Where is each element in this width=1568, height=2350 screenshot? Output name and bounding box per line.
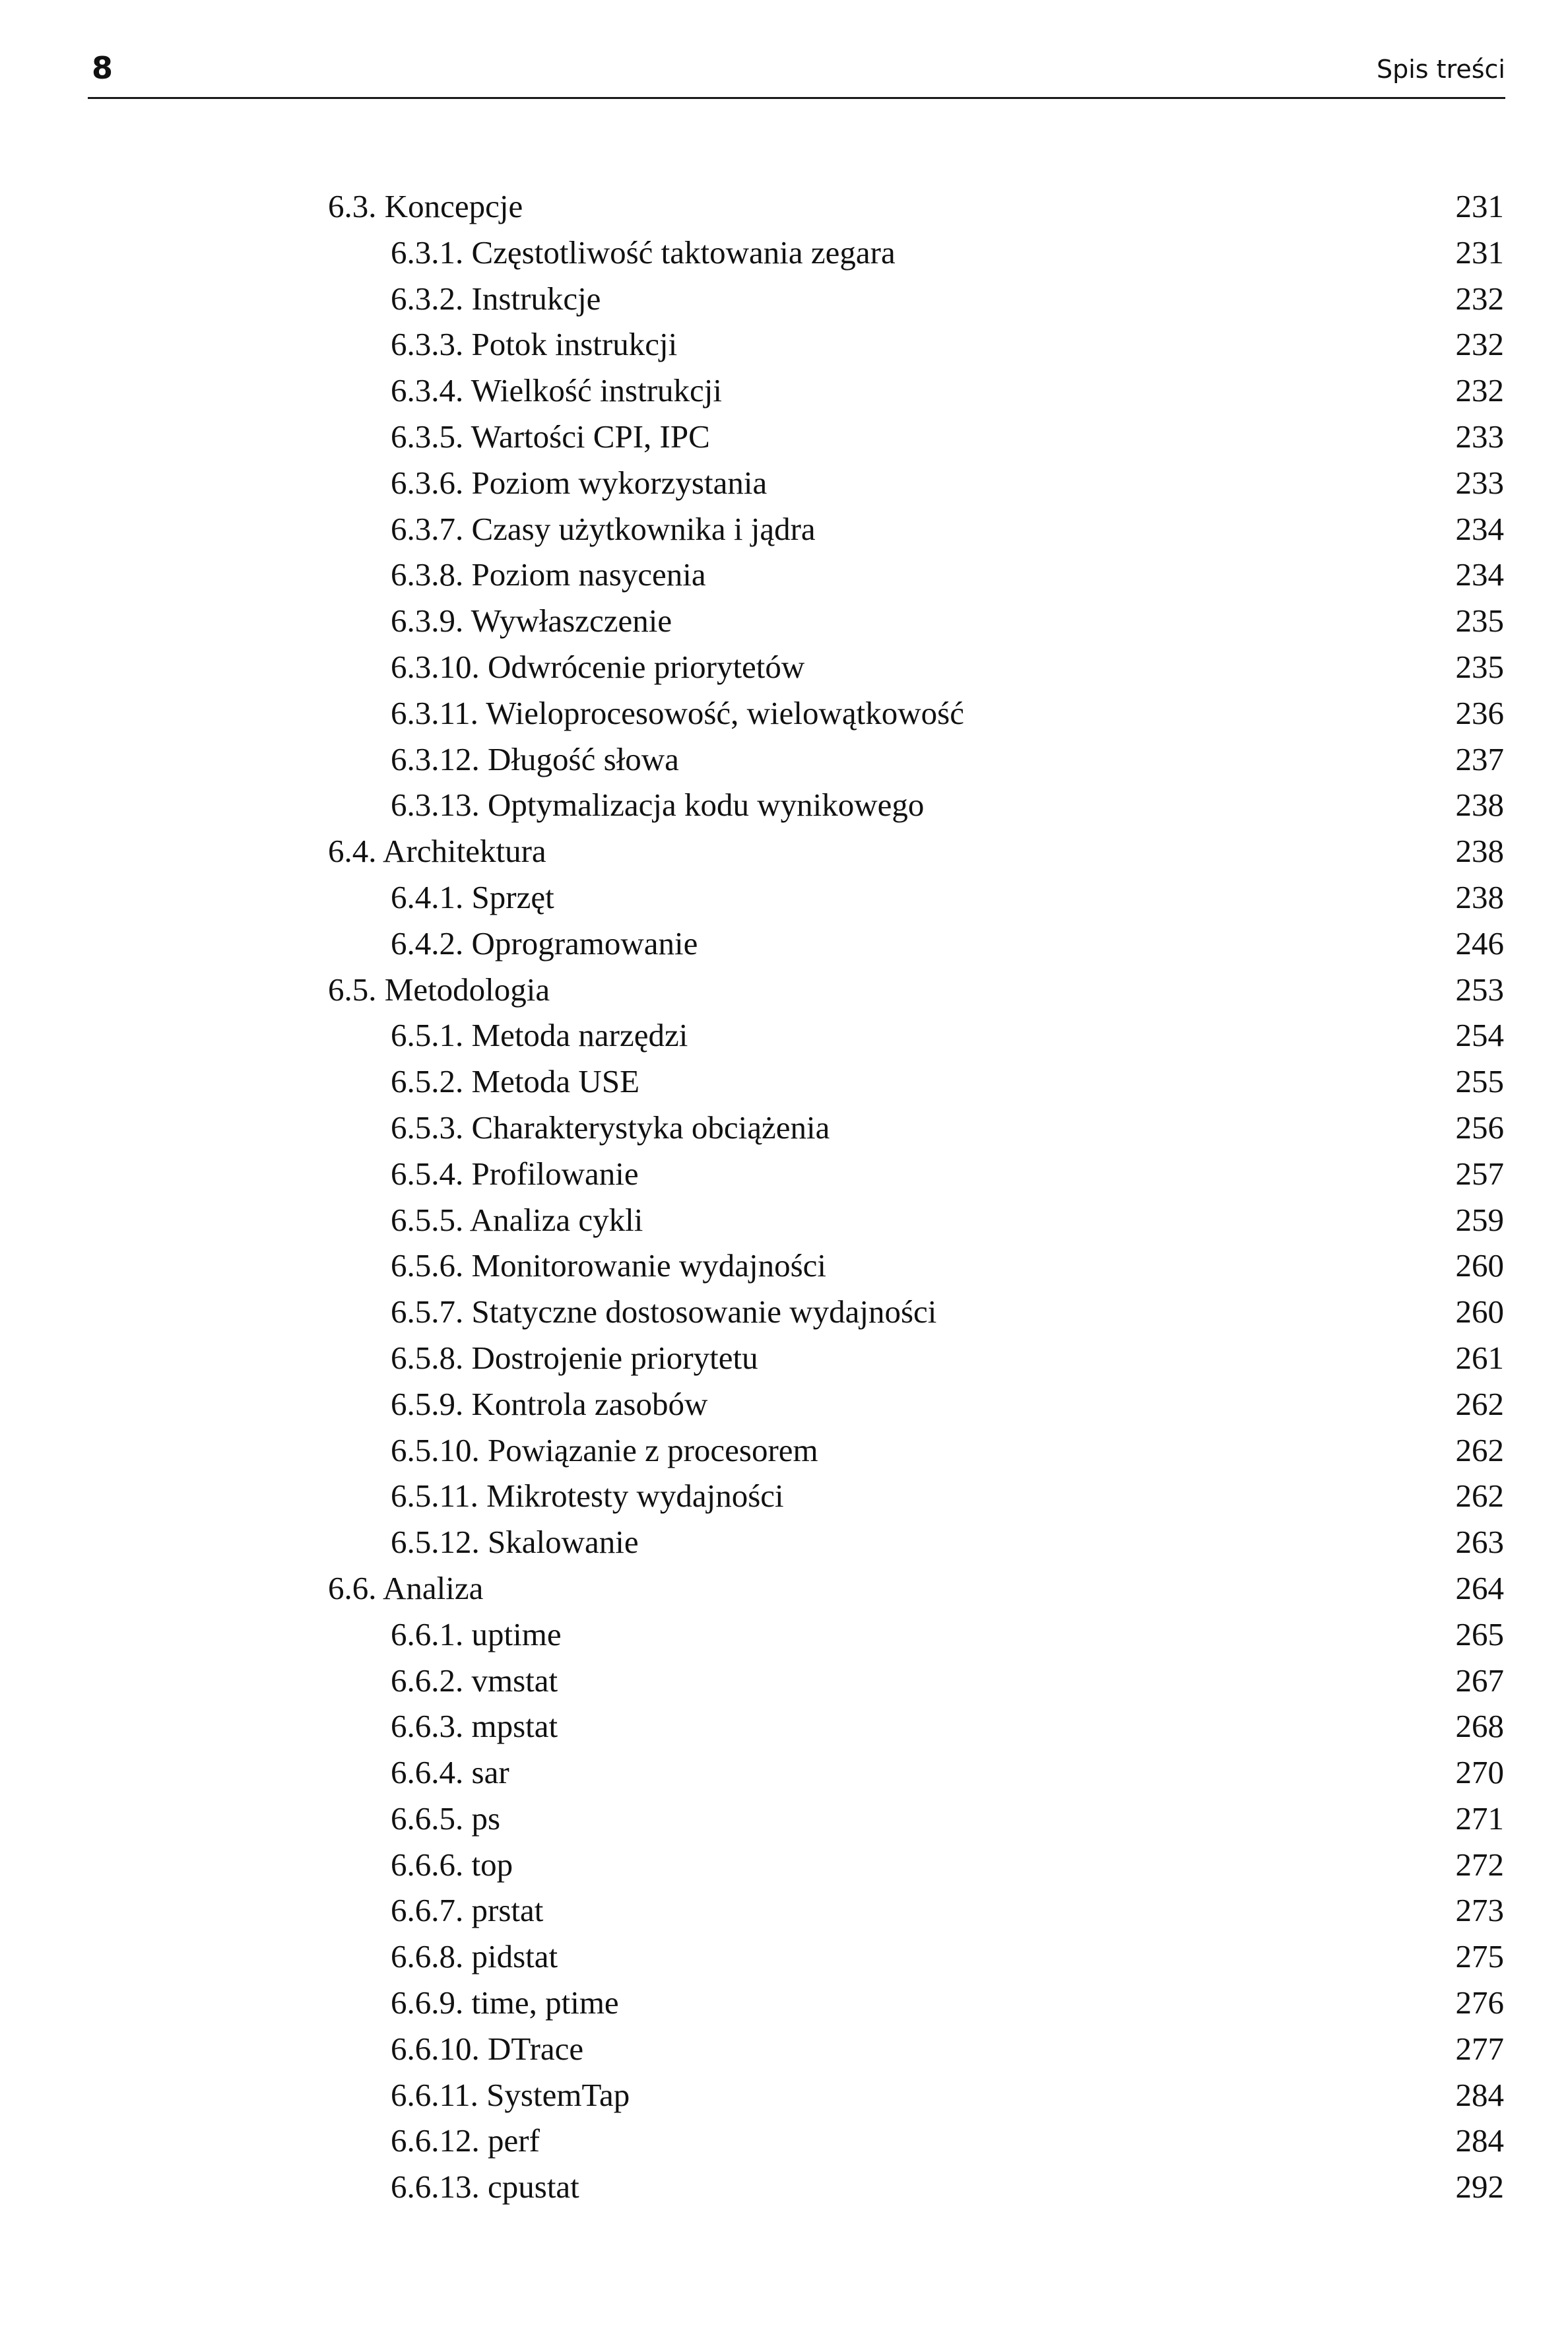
toc-entry-title: 6.6.12. perf [391, 2122, 540, 2159]
toc-subsection-entry [0, 1749, 1568, 1796]
toc-entry-title: 6.4.2. Oprogramowanie [391, 925, 698, 962]
toc-entry-title: 6.5.10. Powiązanie z procesorem [391, 1431, 818, 1468]
toc-entry-page: 263 [1455, 1524, 1504, 1561]
toc-entry-page: 273 [1455, 1892, 1504, 1929]
toc-entry-title: 6.6.10. DTrace [391, 2030, 584, 2067]
toc-subsection-entry [0, 1105, 1568, 1151]
toc-entry-title: 6.5. Metodologia [328, 971, 550, 1008]
toc-entry-title: 6.6.9. time, ptime [391, 1984, 619, 2021]
page-number: 8 [92, 50, 114, 86]
toc-entry-page: 292 [1455, 2169, 1504, 2205]
toc-subsection-entry [0, 1012, 1568, 1059]
toc-entry-title: 6.3. Koncepcje [328, 188, 523, 224]
toc-entry-title: 6.6.7. prstat [391, 1892, 544, 1929]
toc-entry-page: 261 [1455, 1339, 1504, 1376]
toc-subsection-entry [0, 690, 1568, 736]
toc-subsection-entry [0, 1934, 1568, 1980]
toc-entry-page: 255 [1455, 1063, 1504, 1100]
toc-subsection-entry [0, 276, 1568, 322]
toc-entry-title: 6.3.10. Odwrócenie priorytetów [391, 648, 805, 685]
toc-entry-title: 6.5.1. Metoda narzędzi [391, 1017, 688, 1054]
toc-entry-title: 6.5.7. Statyczne dostosowanie wydajności [391, 1293, 937, 1330]
toc-subsection-entry [0, 1703, 1568, 1749]
toc-subsection-entry [0, 1658, 1568, 1704]
toc-entry-title: 6.6. Analiza [328, 1569, 484, 1606]
toc-entry-page: 246 [1455, 925, 1504, 962]
toc-subsection-entry [0, 368, 1568, 414]
toc-entry-page: 233 [1455, 464, 1504, 501]
toc-entry-title: 6.6.6. top [391, 1846, 513, 1883]
toc-subsection-entry [0, 1243, 1568, 1289]
toc-subsection-entry [0, 552, 1568, 598]
toc-entry-page: 232 [1455, 280, 1504, 317]
toc-entry-title: 6.3.11. Wieloprocesowość, wielowątkowość [391, 694, 964, 731]
toc-entry-title: 6.5.9. Kontrola zasobów [391, 1385, 708, 1422]
toc-subsection-entry [0, 1473, 1568, 1519]
running-title: Spis treści [1377, 55, 1505, 84]
toc-entry-title: 6.5.4. Profilowanie [391, 1155, 639, 1192]
toc-entry-title: 6.3.12. Długość słowa [391, 740, 679, 777]
toc-entry-title: 6.6.4. sar [391, 1754, 509, 1791]
toc-entry-page: 275 [1455, 1938, 1504, 1975]
toc-subsection-entry [0, 1519, 1568, 1565]
toc-section-entry [0, 967, 1568, 1013]
toc-entry-page: 231 [1455, 188, 1504, 224]
toc-entry-title: 6.6.1. uptime [391, 1616, 562, 1652]
toc-subsection-entry [0, 321, 1568, 368]
toc-subsection-entry [0, 598, 1568, 644]
toc-entry-title: 6.5.11. Mikrotesty wydajności [391, 1478, 784, 1515]
toc-entry-title: 6.6.13. cpustat [391, 2169, 579, 2205]
toc-entry-page: 277 [1455, 2030, 1504, 2067]
toc-entry-page: 262 [1455, 1385, 1504, 1422]
toc-entry-page: 256 [1455, 1109, 1504, 1146]
toc-entry-title: 6.3.6. Poziom wykorzystania [391, 464, 768, 501]
toc-entry-page: 233 [1455, 418, 1504, 455]
toc-subsection-entry [0, 1980, 1568, 2026]
toc-entry-page: 253 [1455, 971, 1504, 1008]
toc-subsection-entry [0, 1612, 1568, 1658]
toc-entry-title: 6.5.3. Charakterystyka obciążenia [391, 1109, 830, 1146]
toc-entry-title: 6.6.2. vmstat [391, 1662, 558, 1699]
toc-entry-title: 6.4.1. Sprzęt [391, 878, 554, 915]
toc-entry-page: 232 [1455, 326, 1504, 363]
toc-entry-page: 236 [1455, 694, 1504, 731]
toc-entry-title: 6.4. Architektura [328, 833, 546, 870]
toc-entry-page: 257 [1455, 1155, 1504, 1192]
toc-entry-page: 259 [1455, 1201, 1504, 1238]
toc-entry-title: 6.5.5. Analiza cykli [391, 1201, 643, 1238]
toc-entry-page: 238 [1455, 787, 1504, 824]
toc-entry-page: 237 [1455, 740, 1504, 777]
toc-entry-title: 6.3.9. Wywłaszczenie [391, 603, 672, 639]
toc-entry-page: 238 [1455, 833, 1504, 870]
toc-subsection-entry [0, 1335, 1568, 1381]
toc-section-entry [0, 1565, 1568, 1612]
table-of-contents [0, 183, 1568, 2210]
toc-entry-title: 6.6.8. pidstat [391, 1938, 558, 1975]
toc-subsection-entry [0, 1887, 1568, 1934]
toc-subsection-entry [0, 506, 1568, 552]
toc-entry-page: 264 [1455, 1569, 1504, 1606]
toc-subsection-entry [0, 2118, 1568, 2164]
toc-entry-title: 6.3.7. Czasy użytkownika i jądra [391, 510, 816, 547]
toc-entry-title: 6.3.2. Instrukcje [391, 280, 601, 317]
toc-subsection-entry [0, 1197, 1568, 1243]
toc-entry-title: 6.5.12. Skalowanie [391, 1524, 639, 1561]
toc-subsection-entry [0, 1289, 1568, 1335]
toc-entry-page: 234 [1455, 556, 1504, 593]
toc-entry-page: 268 [1455, 1708, 1504, 1745]
toc-entry-page: 235 [1455, 603, 1504, 639]
toc-entry-title: 6.6.11. SystemTap [391, 2076, 630, 2113]
page-header [88, 48, 1505, 99]
toc-entry-page: 232 [1455, 372, 1504, 409]
toc-entry-page: 262 [1455, 1478, 1504, 1515]
toc-entry-page: 254 [1455, 1017, 1504, 1054]
toc-entry-page: 260 [1455, 1247, 1504, 1284]
toc-subsection-entry [0, 921, 1568, 967]
toc-subsection-entry [0, 230, 1568, 276]
toc-entry-page: 231 [1455, 234, 1504, 271]
toc-section-entry [0, 828, 1568, 874]
toc-entry-page: 272 [1455, 1846, 1504, 1883]
toc-entry-title: 6.3.13. Optymalizacja kodu wynikowego [391, 787, 925, 824]
toc-entry-page: 270 [1455, 1754, 1504, 1791]
toc-entry-title: 6.5.2. Metoda USE [391, 1063, 639, 1100]
toc-subsection-entry [0, 782, 1568, 828]
toc-subsection-entry [0, 2072, 1568, 2118]
toc-subsection-entry [0, 1796, 1568, 1842]
toc-subsection-entry [0, 1842, 1568, 1888]
toc-entry-page: 262 [1455, 1431, 1504, 1468]
toc-entry-page: 271 [1455, 1800, 1504, 1837]
toc-entry-page: 265 [1455, 1616, 1504, 1652]
toc-entry-page: 276 [1455, 1984, 1504, 2021]
toc-entry-page: 284 [1455, 2122, 1504, 2159]
toc-entry-title: 6.5.6. Monitorowanie wydajności [391, 1247, 827, 1284]
toc-subsection-entry [0, 2026, 1568, 2072]
toc-entry-title: 6.3.1. Częstotliwość taktowania zegara [391, 234, 896, 271]
toc-subsection-entry [0, 414, 1568, 460]
toc-entry-title: 6.5.8. Dostrojenie priorytetu [391, 1339, 758, 1376]
toc-entry-title: 6.6.3. mpstat [391, 1708, 558, 1745]
toc-entry-page: 238 [1455, 878, 1504, 915]
toc-entry-page: 260 [1455, 1293, 1504, 1330]
toc-entry-title: 6.3.5. Wartości CPI, IPC [391, 418, 710, 455]
toc-entry-title: 6.3.4. Wielkość instrukcji [391, 372, 723, 409]
header-rule [88, 97, 1505, 99]
toc-entry-title: 6.3.3. Potok instrukcji [391, 326, 678, 363]
toc-subsection-entry [0, 644, 1568, 690]
toc-subsection-entry [0, 874, 1568, 921]
toc-entry-page: 284 [1455, 2076, 1504, 2113]
toc-entry-title: 6.3.8. Poziom nasycenia [391, 556, 706, 593]
toc-entry-title: 6.6.5. ps [391, 1800, 501, 1837]
toc-subsection-entry [0, 1381, 1568, 1427]
toc-entry-page: 235 [1455, 648, 1504, 685]
toc-subsection-entry [0, 1151, 1568, 1197]
toc-subsection-entry [0, 736, 1568, 783]
toc-subsection-entry [0, 2164, 1568, 2210]
toc-subsection-entry [0, 1427, 1568, 1474]
toc-section-entry [0, 183, 1568, 230]
toc-entry-page: 234 [1455, 510, 1504, 547]
toc-entry-page: 267 [1455, 1662, 1504, 1699]
toc-subsection-entry [0, 1059, 1568, 1105]
toc-subsection-entry [0, 460, 1568, 506]
